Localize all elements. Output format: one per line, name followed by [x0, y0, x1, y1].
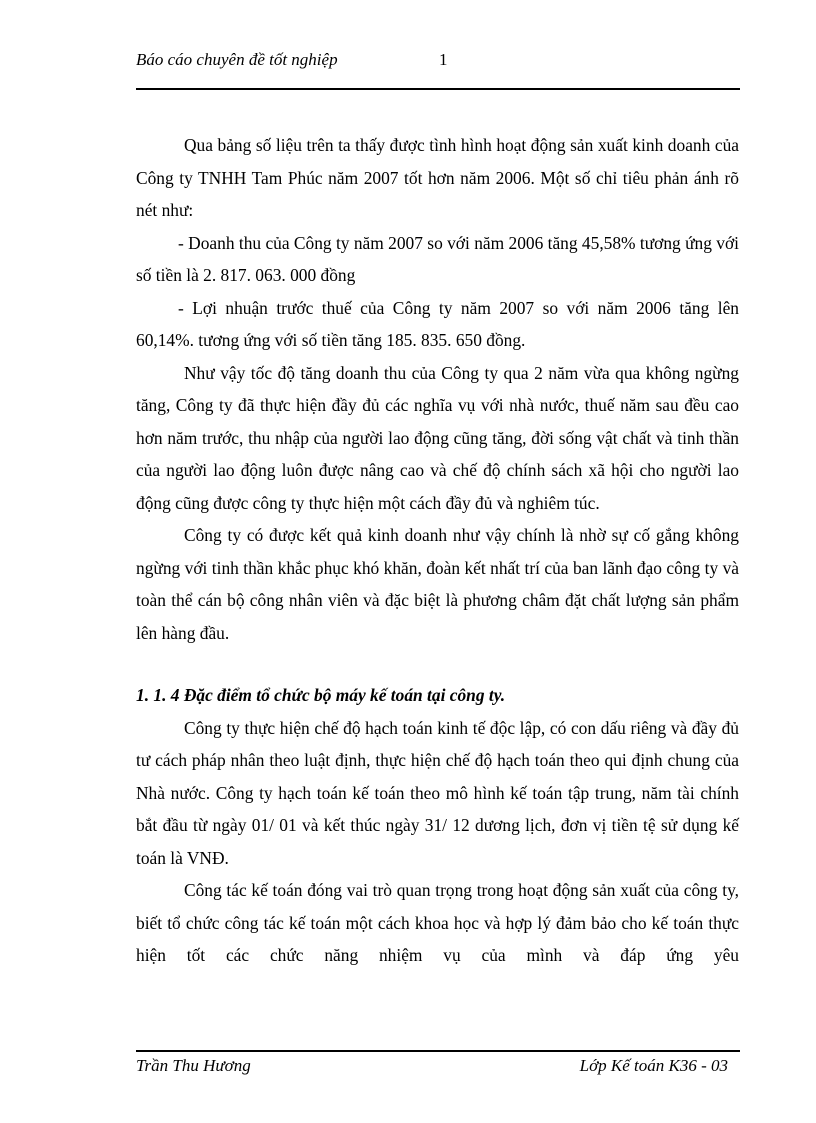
paragraph-profit: - Lợi nhuận trước thuế của Công ty năm 2007 so với năm 2006 tăng lên 60,14%. tương ứng với số tiền tăng 185. 835. 650 đồng.	[136, 297, 739, 350]
section-heading: 1. 1. 4 Đặc điểm tổ chức bộ máy kế toán tại công ty.	[136, 685, 506, 705]
paragraph-summary: Qua bảng số liệu trên ta thấy được tình hình hoạt động sản xuất kinh doanh của Công ty TNHH Tam Phúc năm 2007 tốt hơn năm 2006. Một số chỉ tiêu phản ánh rõ nét như:	[136, 135, 739, 220]
footer-class: Lớp Kế toán K36 - 03	[579, 1056, 728, 1075]
footer-rule	[136, 1050, 740, 1052]
paragraph-revenue: - Doanh thu của Công ty năm 2007 so với năm 2006 tăng 45,58% tương ứng với số tiền là 2. 817. 063. 000 đồng	[136, 232, 739, 285]
paragraph-accounting-role: Công tác kế toán đóng vai trò quan trọng trong hoạt động sản xuất của công ty, biết tổ chức công tác kế toán một cách khoa học và hợp lý đảm bảo cho kế toán thực hiện tốt các chức năng nhiệm vụ của mình và đáp ứng yêu	[136, 880, 739, 965]
document-body	[136, 129, 739, 972]
header-rule	[136, 88, 740, 90]
page-header	[136, 50, 740, 90]
header-title: Báo cáo chuyên đề tốt nghiệp	[136, 50, 338, 69]
page-number: 1	[439, 50, 448, 69]
paragraph-growth: Như vậy tốc độ tăng doanh thu của Công ty qua 2 năm vừa qua không ngừng tăng, Công ty đã thực hiện đầy đủ các nghĩa vụ với nhà nước, thuế năm sau đều cao hơn năm trước, thu nhập của người lao động cũng tăng, đời sống vật chất và tinh thần của người lao động luôn được nâng cao và chế độ chính sách xã hội cho người lao động cũng được công ty thực hiện một cách đầy đủ và nghiêm túc.	[136, 362, 739, 513]
footer-author: Trần Thu Hương	[136, 1056, 251, 1075]
paragraph-accounting-regime: Công ty thực hiện chế độ hạch toán kinh tế độc lập, có con dấu riêng và đầy đủ tư cách pháp nhân theo luật định, thực hiện chế độ hạch toán theo qui định chung của Nhà nước. Công ty hạch toán kế toán theo mô hình kế toán tập trung, năm tài chính bắt đầu từ ngày 01/ 01 và kết thúc ngày 31/ 12 dương lịch, đơn vị tiền tệ sử dụng kế toán là VNĐ.	[136, 717, 739, 868]
paragraph-result: Công ty có được kết quả kinh doanh như vậy chính là nhờ sự cố gắng không ngừng với tinh thần khắc phục khó khăn, đoàn kết nhất trí của ban lãnh đạo công ty và toàn thể cán bộ công nhân viên và đặc biệt là phương châm đặt chất lượng sản phẩm lên hàng đầu.	[136, 525, 739, 643]
